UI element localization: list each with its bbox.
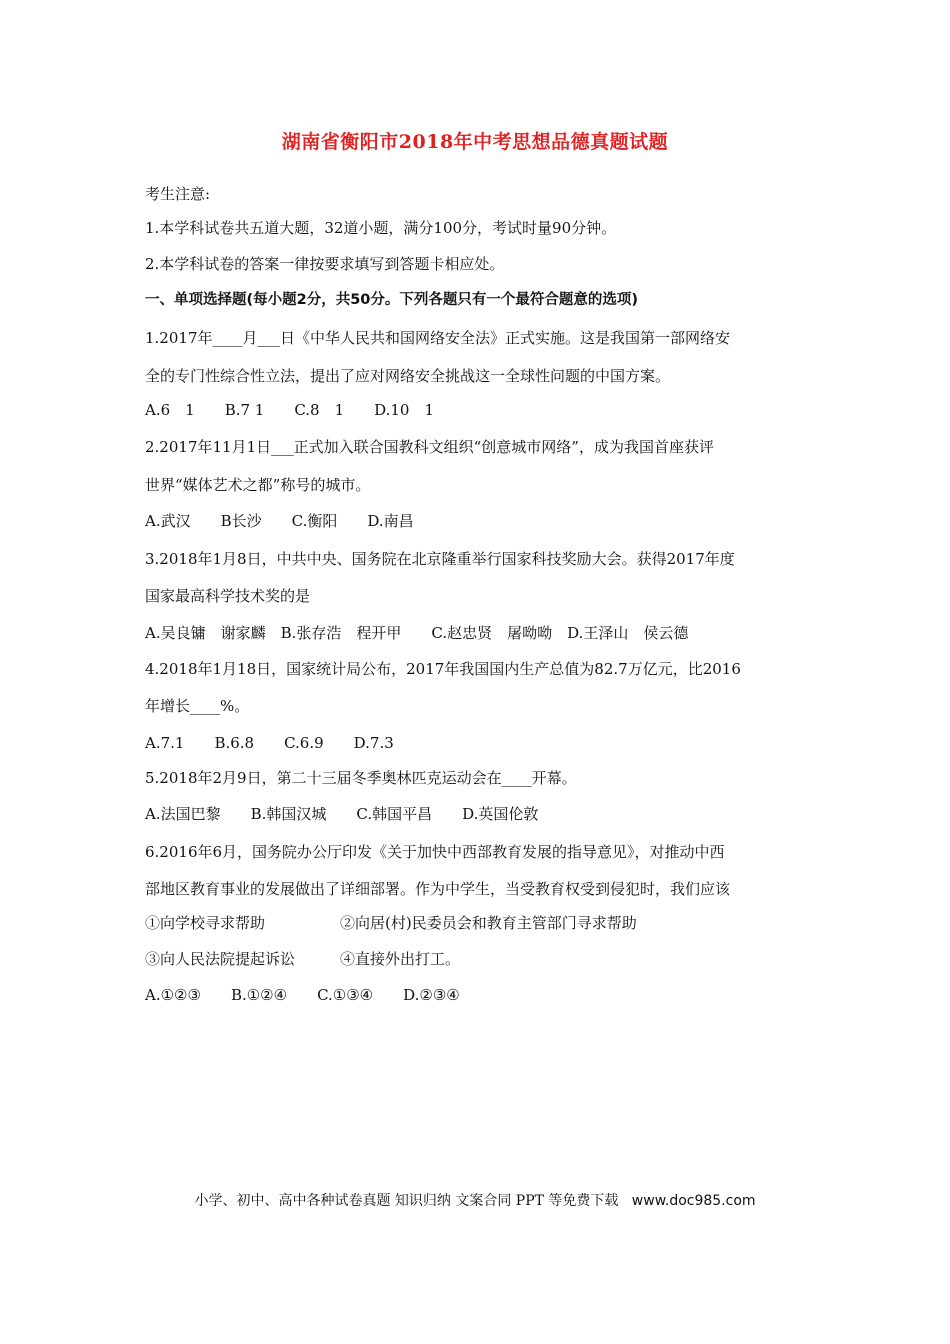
notice-heading: 考生注意: bbox=[145, 185, 211, 203]
notice-item-1: 1.本学科试卷共五道大题，32道小题，满分100分，考试时量90分钟。 bbox=[145, 219, 617, 237]
question-6-line-4: ③向人民法院提起诉讼 ④直接外出打工。 bbox=[145, 950, 461, 968]
question-6-line-2: 部地区教育事业的发展做出了详细部署。作为中学生，当受教育权受到侵犯时，我们应该 bbox=[145, 880, 731, 898]
page-footer bbox=[0, 1190, 950, 1210]
question-5-options: A.法国巴黎 B.韩国汉城 C.韩国平昌 D.英国伦敦 bbox=[145, 805, 539, 823]
question-6-options: A.①②③ B.①②④ C.①③④ D.②③④ bbox=[145, 986, 460, 1004]
question-2-options: A.武汉 B长沙 C.衡阳 D.南昌 bbox=[145, 512, 414, 530]
question-2-line-1: 2.2017年11月1日___正式加入联合国教科文组织“创意城市网络”，成为我国首座获评 bbox=[145, 438, 714, 456]
document-title: 湖南省衡阳市2018年中考思想品德真题试题 bbox=[281, 131, 669, 153]
question-2-line-2: 世界“媒体艺术之都”称号的城市。 bbox=[145, 476, 371, 494]
question-1-line-2: 全的专门性综合性立法，提出了应对网络安全挑战这一全球性问题的中国方案。 bbox=[145, 367, 671, 385]
question-4-options: A.7.1 B.6.8 C.6.9 D.7.3 bbox=[145, 734, 394, 752]
question-1-options: A.6 1 B.7 1 C.8 1 D.10 1 bbox=[145, 401, 435, 419]
footer-url[interactable]: www.doc985.com bbox=[631, 1193, 756, 1209]
question-4-line-1: 4.2018年1月18日，国家统计局公布，2017年我国国内生产总值为82.7万亿元，比2016 bbox=[145, 660, 741, 678]
question-6-line-1: 6.2016年6月，国务院办公厅印发《关于加快中西部教育发展的指导意见》，对推动中西 bbox=[145, 843, 725, 861]
question-3-options: A.吴良镛 谢家麟 B.张存浩 程开甲 C.赵忠贤 屠呦呦 D.王泽山 侯云德 bbox=[145, 624, 689, 642]
section-1-heading: 一、单项选择题(每小题2分，共50分。下列各题只有一个最符合题意的选项) bbox=[145, 292, 639, 308]
question-5-line-1: 5.2018年2月9日，第二十三届冬季奥林匹克运动会在____开幕。 bbox=[145, 769, 577, 787]
question-1-line-1: 1.2017年____月___日《中华人民共和国网络安全法》正式实施。这是我国第一部网络安 bbox=[145, 329, 730, 347]
question-6-line-3: ①向学校寻求帮助 ②向居(村)民委员会和教育主管部门寻求帮助 bbox=[145, 914, 637, 932]
question-4-line-2: 年增长____%。 bbox=[145, 697, 250, 715]
question-3-line-2: 国家最高科学技术奖的是 bbox=[145, 587, 311, 605]
notice-item-2: 2.本学科试卷的答案一律按要求填写到答题卡相应处。 bbox=[145, 255, 505, 273]
question-3-line-1: 3.2018年1月8日，中共中央、国务院在北京隆重举行国家科技奖励大会。获得2017年度 bbox=[145, 550, 735, 568]
footer-text: 小学、初中、高中各种试卷真题 知识归纳 文案合同 PPT 等免费下载 bbox=[194, 1193, 619, 1209]
